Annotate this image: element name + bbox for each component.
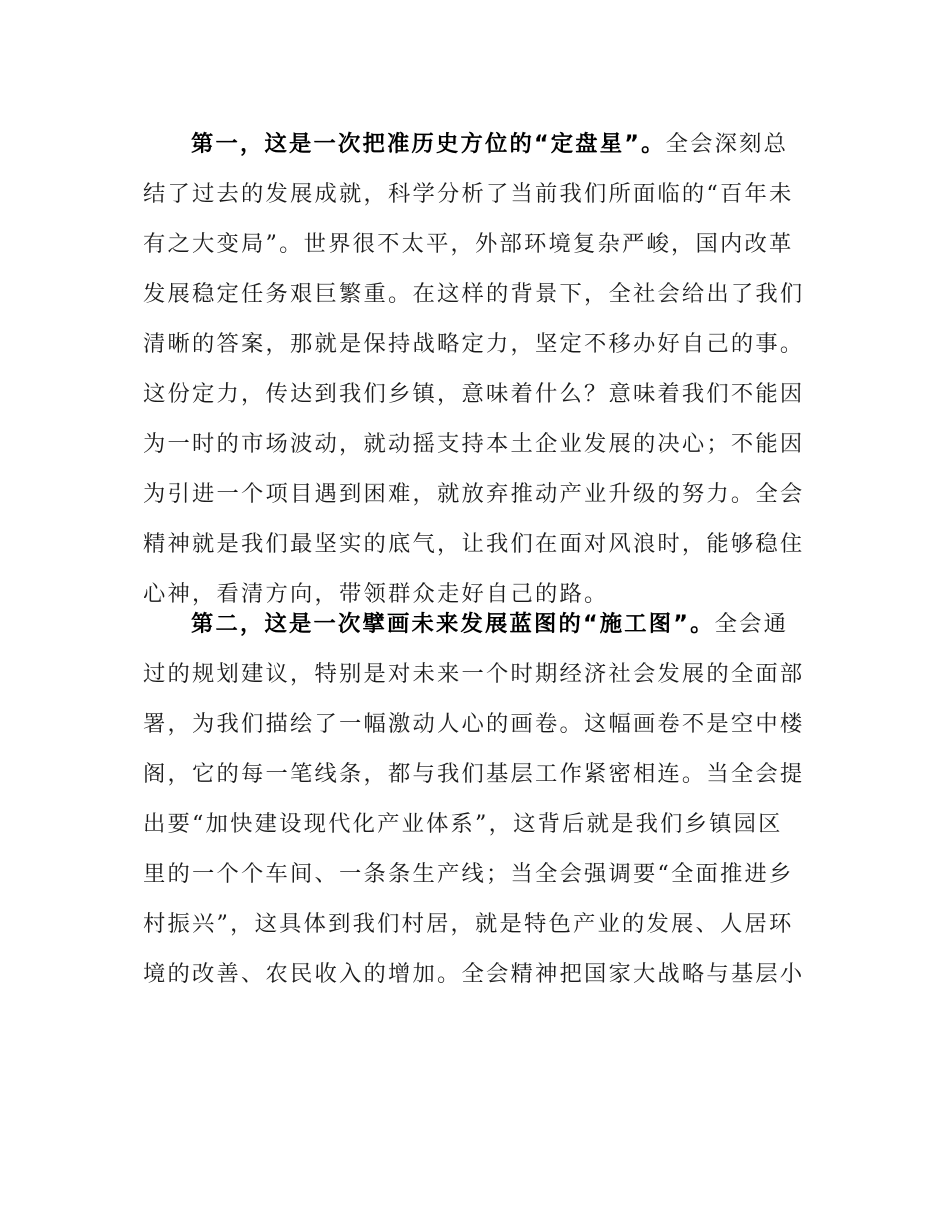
paragraph-1-line-3: 有之大变局”。世界很不太平，外部环境复杂严峻，国内改革: [143, 231, 794, 257]
paragraph-1-line-2: 结了过去的发展成就，科学分析了当前我们所面临的“百年未: [143, 181, 794, 207]
paragraph-2-line-3: 署，为我们描绘了一幅激动人心的画卷。这幅画卷不是空中楼: [143, 711, 805, 737]
paragraph-1-line-1: 全会深刻总: [665, 131, 789, 157]
paragraph-1-line-5: 清晰的答案，那就是保持战略定力，坚定不移办好自己的事。: [143, 331, 805, 357]
paragraph-2-line-8: 境的改善、农民收入的增加。全会精神把国家大战略与基层小: [143, 961, 805, 987]
paragraph-1-line-4: 发展稳定任务艰巨繁重。在这样的背景下，全社会给出了我们: [143, 281, 805, 307]
paragraph-1-line-7: 为一时的市场波动，就动摇支持本土企业发展的决心；不能因: [143, 431, 805, 457]
paragraph-2-line-7: 村振兴”，这具体到我们村居，就是特色产业的发展、人居环: [143, 911, 794, 937]
paragraph-2-line-1: 全会通: [714, 611, 789, 637]
paragraph-1-line-10: 心神，看清方向，带领群众走好自己的路。: [143, 581, 609, 607]
paragraph-1-heading: 第一，这是一次把准历史方位的“定盘星”。: [191, 131, 666, 157]
paragraph-1-line-6: 这份定力，传达到我们乡镇，意味着什么？意味着我们不能因: [143, 381, 805, 407]
paragraph-1-first-line: [191, 129, 788, 159]
paragraph-1-line-9: 精神就是我们最坚实的底气，让我们在面对风浪时，能够稳住: [143, 531, 805, 557]
paragraph-2-line-6: 里的一个个车间、一条条生产线；当全会强调要“全面推进乡: [143, 861, 794, 887]
paragraph-1-line-8: 为引进一个项目遇到困难，就放弃推动产业升级的努力。全会: [143, 481, 805, 507]
paragraph-2-heading: 第二，这是一次擘画未来发展蓝图的“施工图”。: [191, 611, 715, 637]
paragraph-2-first-line: [191, 609, 788, 639]
paragraph-2-line-4: 阁，它的每一笔线条，都与我们基层工作紧密相连。当全会提: [143, 761, 805, 787]
paragraph-2-line-5: 出要“加快建设现代化产业体系”，这背后就是我们乡镇园区: [143, 811, 783, 837]
paragraph-2-line-2: 过的规划建议，特别是对未来一个时期经济社会发展的全面部: [143, 661, 805, 687]
